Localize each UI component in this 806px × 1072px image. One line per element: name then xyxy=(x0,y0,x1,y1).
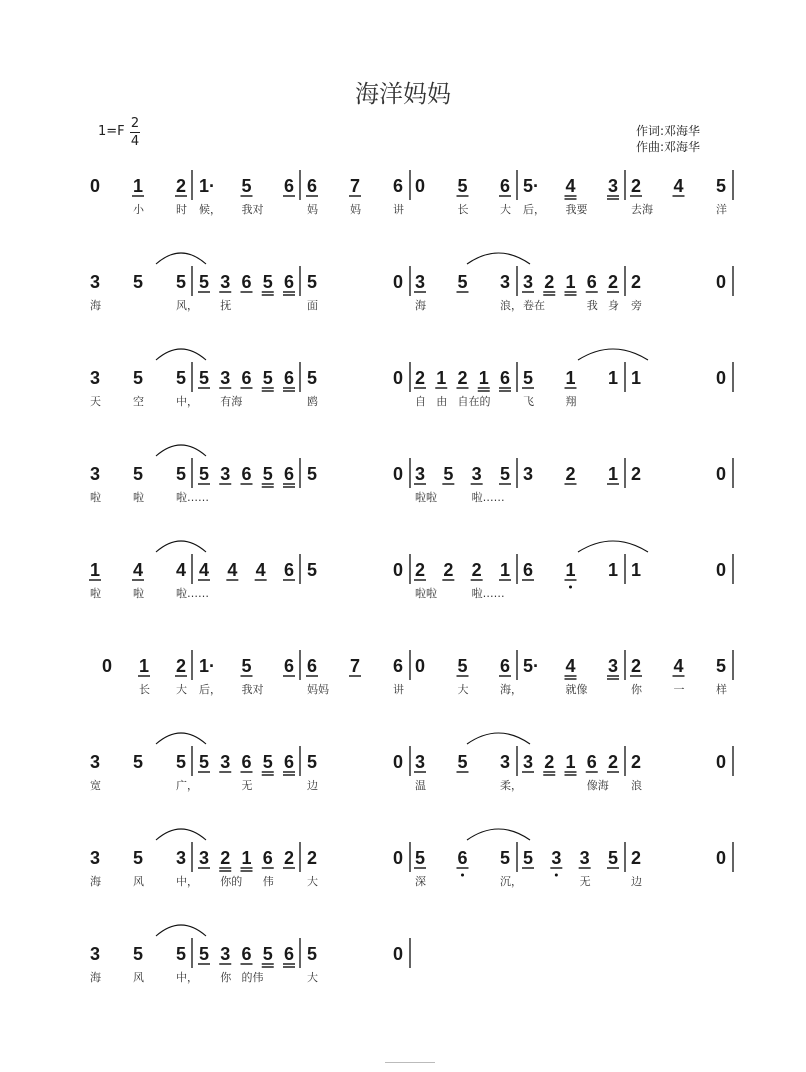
lyric: 风 xyxy=(133,971,144,984)
lyric: 抚 xyxy=(220,299,232,312)
note: 6 xyxy=(284,176,295,196)
lyric: 长 xyxy=(457,203,469,216)
lyric: 就像 xyxy=(565,683,588,696)
note: 5 xyxy=(716,176,727,196)
note: 3 xyxy=(415,752,426,772)
lyric: 像海 xyxy=(586,779,609,792)
note: 5 xyxy=(457,656,468,676)
note: 5 xyxy=(262,272,273,292)
note: 6 xyxy=(586,752,597,772)
slur xyxy=(578,541,648,552)
lyric: 自 xyxy=(415,395,426,408)
lyric: 沉， xyxy=(500,875,522,888)
lyric: 后， xyxy=(523,203,545,216)
note: 6 xyxy=(500,368,511,388)
note: 6 xyxy=(241,272,252,292)
note: 5 xyxy=(199,752,210,772)
note: 5 xyxy=(500,848,511,868)
note: 5 xyxy=(457,272,468,292)
lyric: 讲 xyxy=(393,203,404,216)
lyric: 啦…… xyxy=(176,587,209,600)
page-footer-mark xyxy=(385,1062,435,1063)
note: 1 xyxy=(139,656,150,676)
lyric: 样 xyxy=(716,683,727,696)
note: 6 xyxy=(307,656,318,676)
lyric: 洋 xyxy=(716,203,727,216)
note: 5 xyxy=(307,272,318,292)
lyric: 我对 xyxy=(241,683,264,696)
lyric: 大 xyxy=(307,971,318,984)
note: 5 xyxy=(716,656,727,676)
note: 5 xyxy=(307,464,318,484)
time-signature-top: 2 xyxy=(130,116,140,131)
note: 0 xyxy=(393,944,404,964)
note: 6 xyxy=(241,464,252,484)
slur xyxy=(156,349,206,360)
note: 4 xyxy=(565,656,576,676)
note: 2 xyxy=(631,272,642,292)
note: 5 xyxy=(500,464,511,484)
note: 2 xyxy=(457,368,468,388)
note: 3 xyxy=(415,272,426,292)
lyric: 去海 xyxy=(631,203,653,216)
note: 5 xyxy=(415,848,426,868)
note: 5· xyxy=(523,176,540,196)
note: 2 xyxy=(176,656,187,676)
note: 3 xyxy=(415,464,426,484)
note: 6 xyxy=(307,176,318,196)
note: 6 xyxy=(457,848,468,868)
note: 1 xyxy=(631,560,642,580)
note: 3 xyxy=(551,848,562,868)
note: 0 xyxy=(415,656,426,676)
note: 5 xyxy=(176,944,187,964)
lyric: 面 xyxy=(307,299,318,312)
slur xyxy=(156,733,206,744)
lyric: 柔， xyxy=(500,779,522,792)
note: 5 xyxy=(133,368,144,388)
lyric: 啦啦 xyxy=(415,587,437,600)
note: 5 xyxy=(262,752,273,772)
note: 2 xyxy=(631,848,642,868)
note: 2 xyxy=(631,176,642,196)
note: 5 xyxy=(176,464,187,484)
note: 5 xyxy=(133,848,144,868)
note: 3 xyxy=(220,368,231,388)
note: 3 xyxy=(176,848,187,868)
lyric: 鸥 xyxy=(307,395,318,408)
note: 2 xyxy=(284,848,295,868)
lyric: 海 xyxy=(90,971,101,984)
note: 4 xyxy=(133,560,144,580)
note: 7 xyxy=(350,656,361,676)
note: 2 xyxy=(544,272,555,292)
note: 0 xyxy=(716,272,727,292)
note: 3 xyxy=(90,272,101,292)
note: 4 xyxy=(176,560,187,580)
note: 2 xyxy=(443,560,454,580)
note: 6 xyxy=(284,656,295,676)
note: 1 xyxy=(241,848,252,868)
lyric: 翔 xyxy=(565,395,577,408)
note: 0 xyxy=(716,464,727,484)
note: 3 xyxy=(90,752,101,772)
note: 6 xyxy=(241,752,252,772)
note: 6 xyxy=(241,944,252,964)
note: 1 xyxy=(500,560,511,580)
note: 2 xyxy=(565,464,576,484)
note: 5 xyxy=(176,368,187,388)
lyric: 我要 xyxy=(565,203,588,216)
note: 3 xyxy=(608,176,619,196)
note: 3 xyxy=(523,752,534,772)
lyric: 深 xyxy=(415,875,426,888)
lyric: 啦…… xyxy=(471,587,505,600)
note: 6 xyxy=(586,272,597,292)
note: 5 xyxy=(133,752,144,772)
note: 1 xyxy=(608,464,619,484)
lyric: 啦 xyxy=(90,491,101,504)
lyric: 旁 xyxy=(631,299,642,312)
note: 3 xyxy=(90,464,101,484)
lyric: 风， xyxy=(176,299,198,312)
lyric: 中， xyxy=(176,971,198,984)
lyric: 妈 xyxy=(307,203,318,216)
note: 1· xyxy=(199,656,216,676)
lyric: 温 xyxy=(415,779,426,792)
lyric: 自在的 xyxy=(457,395,491,408)
octave-dot xyxy=(555,874,558,877)
lyric: 飞 xyxy=(523,395,534,408)
note: 5 xyxy=(199,368,210,388)
lyric: 妈妈 xyxy=(307,683,329,696)
note: 0 xyxy=(393,368,404,388)
note: 5 xyxy=(262,368,273,388)
lyric: 身 xyxy=(608,299,619,312)
octave-dot xyxy=(461,874,464,877)
note: 6 xyxy=(262,848,273,868)
note: 1 xyxy=(608,560,619,580)
note: 2 xyxy=(631,752,642,772)
lyric: 一 xyxy=(673,683,685,696)
note: 5· xyxy=(523,656,540,676)
note: 6 xyxy=(241,368,252,388)
lyric: 卷在 xyxy=(523,299,545,312)
note: 5 xyxy=(176,752,187,772)
lyric: 啦 xyxy=(133,587,144,600)
slur xyxy=(156,541,206,552)
lyric: 海 xyxy=(90,299,101,312)
note: 6 xyxy=(284,752,295,772)
note: 3 xyxy=(220,464,231,484)
slur xyxy=(156,445,206,456)
lyric: 我 xyxy=(586,299,598,312)
lyric: 小 xyxy=(133,203,144,216)
lyric: 无 xyxy=(579,875,591,888)
note: 6 xyxy=(523,560,534,580)
time-signature-bottom: 4 xyxy=(130,134,140,149)
note: 6 xyxy=(393,176,404,196)
note: 6 xyxy=(284,464,295,484)
lyric: 的伟 xyxy=(241,971,264,984)
note: 5 xyxy=(608,848,619,868)
song-title: 海洋妈妈 xyxy=(355,80,451,108)
lyric: 宽 xyxy=(90,779,101,792)
lyric: 有海 xyxy=(220,395,243,408)
note: 4 xyxy=(565,176,576,196)
lyric: 啦…… xyxy=(176,491,209,504)
note: 5 xyxy=(199,944,210,964)
lyric: 后， xyxy=(199,683,221,696)
note: 5 xyxy=(443,464,454,484)
lyric: 时 xyxy=(176,203,187,216)
note: 5 xyxy=(457,752,468,772)
note: 3 xyxy=(523,272,534,292)
note: 5 xyxy=(133,944,144,964)
note: 4 xyxy=(199,560,210,580)
note: 4 xyxy=(673,656,684,676)
note: 7 xyxy=(350,176,361,196)
note: 5 xyxy=(457,176,468,196)
note: 2 xyxy=(220,848,231,868)
lyric: 讲 xyxy=(393,683,404,696)
note: 3 xyxy=(523,464,534,484)
lyric: 候， xyxy=(199,203,221,216)
note: 2 xyxy=(544,752,555,772)
lyric: 天 xyxy=(90,395,101,408)
slur xyxy=(156,253,206,264)
lyric: 空 xyxy=(133,395,144,408)
slur xyxy=(467,733,530,744)
lyric: 啦…… xyxy=(471,491,505,504)
note: 1 xyxy=(565,272,576,292)
slur xyxy=(467,253,530,264)
lyric: 你 xyxy=(631,683,642,696)
note: 5 xyxy=(199,272,210,292)
note: 6 xyxy=(284,272,295,292)
note: 4 xyxy=(227,560,238,580)
lyric: 啦 xyxy=(133,491,144,504)
note: 5 xyxy=(307,368,318,388)
lyric: 浪， xyxy=(500,299,522,312)
lyricist-credit: 作词:邓海华 xyxy=(636,124,701,138)
note: 1 xyxy=(565,368,576,388)
slur xyxy=(578,349,648,360)
note: 6 xyxy=(500,176,511,196)
note: 0 xyxy=(716,560,727,580)
note: 1· xyxy=(199,176,216,196)
note: 1 xyxy=(565,752,576,772)
note: 3 xyxy=(500,272,511,292)
note: 6 xyxy=(500,656,511,676)
note: 2 xyxy=(415,368,426,388)
lyric: 中， xyxy=(176,395,198,408)
note: 2 xyxy=(631,464,642,484)
lyric: 海， xyxy=(500,683,522,696)
note: 6 xyxy=(393,656,404,676)
note: 6 xyxy=(284,368,295,388)
note: 5 xyxy=(241,656,252,676)
note: 3 xyxy=(220,944,231,964)
lyric: 边 xyxy=(307,779,318,792)
note: 5 xyxy=(262,944,273,964)
lyric: 大 xyxy=(500,203,511,216)
lyric: 广， xyxy=(176,779,198,792)
slur xyxy=(156,829,206,840)
lyric: 啦啦 xyxy=(415,491,437,504)
note: 4 xyxy=(673,176,684,196)
note: 3 xyxy=(90,944,101,964)
note: 0 xyxy=(90,176,101,196)
lyric: 中， xyxy=(176,875,198,888)
note: 1 xyxy=(436,368,447,388)
note: 1 xyxy=(565,560,576,580)
lyric: 风 xyxy=(133,875,144,888)
lyric: 啦 xyxy=(90,587,101,600)
lyric: 海 xyxy=(415,299,426,312)
lyric: 长 xyxy=(139,683,150,696)
note: 0 xyxy=(393,752,404,772)
note: 1 xyxy=(608,368,619,388)
note: 3 xyxy=(579,848,590,868)
note: 0 xyxy=(102,656,113,676)
lyric: 浪 xyxy=(631,779,642,792)
note: 5 xyxy=(199,464,210,484)
note: 3 xyxy=(471,464,482,484)
note: 3 xyxy=(90,848,101,868)
lyric: 大 xyxy=(307,875,318,888)
key-signature: 1=F xyxy=(98,124,125,139)
note: 6 xyxy=(284,560,295,580)
note: 0 xyxy=(716,848,727,868)
lyric: 你的 xyxy=(220,875,243,888)
note: 6 xyxy=(284,944,295,964)
lyric: 无 xyxy=(241,779,253,792)
note: 0 xyxy=(393,272,404,292)
note: 2 xyxy=(176,176,187,196)
note: 5 xyxy=(523,848,534,868)
note: 2 xyxy=(471,560,482,580)
note: 3 xyxy=(500,752,511,772)
note: 5 xyxy=(176,272,187,292)
note: 2 xyxy=(307,848,318,868)
note: 5 xyxy=(133,272,144,292)
note: 2 xyxy=(415,560,426,580)
note: 1 xyxy=(631,368,642,388)
note: 2 xyxy=(631,656,642,676)
note: 2 xyxy=(608,752,619,772)
composer-credit: 作曲:邓海华 xyxy=(636,140,701,154)
note: 3 xyxy=(199,848,210,868)
note: 4 xyxy=(255,560,266,580)
note: 5 xyxy=(307,752,318,772)
lyric: 伟 xyxy=(262,875,274,888)
lyric: 边 xyxy=(631,875,642,888)
note: 0 xyxy=(393,464,404,484)
note: 5 xyxy=(241,176,252,196)
note: 5 xyxy=(307,560,318,580)
lyric: 妈 xyxy=(350,203,361,216)
note: 0 xyxy=(716,368,727,388)
octave-dot xyxy=(569,586,572,589)
note: 0 xyxy=(393,848,404,868)
note: 5 xyxy=(133,464,144,484)
note: 5 xyxy=(262,464,273,484)
note: 1 xyxy=(133,176,144,196)
note: 0 xyxy=(393,560,404,580)
note: 5 xyxy=(307,944,318,964)
lyric: 大 xyxy=(457,683,469,696)
note: 2 xyxy=(608,272,619,292)
lyric: 你 xyxy=(220,971,232,984)
note: 1 xyxy=(478,368,489,388)
note: 0 xyxy=(716,752,727,772)
lyric: 由 xyxy=(436,395,448,408)
lyric: 海 xyxy=(90,875,101,888)
note: 5 xyxy=(523,368,534,388)
lyric: 我对 xyxy=(241,203,264,216)
slur xyxy=(156,925,206,936)
lyric: 大 xyxy=(176,683,187,696)
note: 3 xyxy=(608,656,619,676)
slur xyxy=(467,829,530,840)
note: 3 xyxy=(90,368,101,388)
note: 3 xyxy=(220,272,231,292)
note: 0 xyxy=(415,176,426,196)
note: 3 xyxy=(220,752,231,772)
note: 1 xyxy=(90,560,101,580)
